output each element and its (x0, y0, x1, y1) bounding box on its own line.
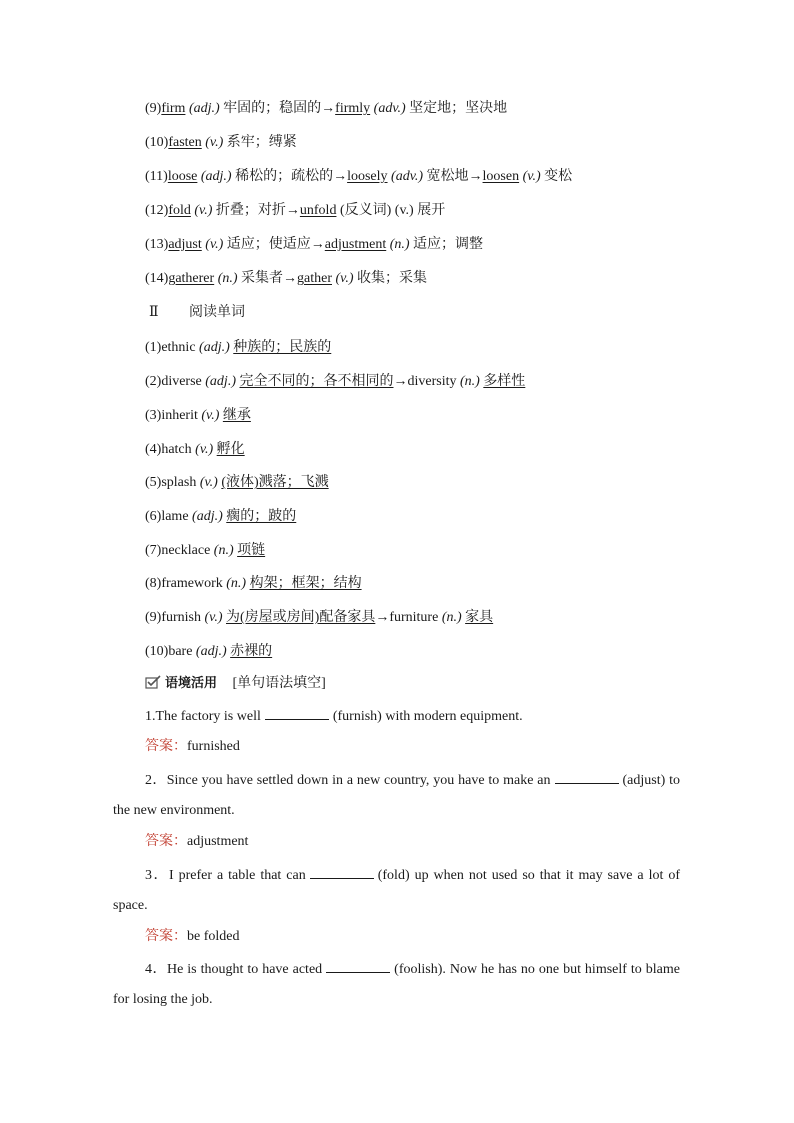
practice-heading (145, 675, 326, 693)
section-roman: Ⅱ (149, 305, 159, 320)
read-word-4: (4)hatch (v.) 孵化 (145, 442, 245, 457)
read-word-8: (8)framework (n.) 构架；框架；结构 (145, 576, 362, 591)
question-2: 2．Since you have settled down in a new country, you have to make an (adjust) to the new environment. (113, 773, 680, 818)
vocab-line-14: (14)gatherer (n.) 采集者→gather (v.) 收集；采集 (145, 271, 427, 286)
read-word-3: (3)inherit (v.) 继承 (145, 408, 251, 423)
section-title: 阅读单词 (189, 305, 245, 320)
vocab-line-12: (12)fold (v.) 折叠；对折→unfold (反义词) (v.) 展开 (145, 203, 446, 218)
vocab-line-11: (11)loose (adj.) 稀松的；疏松的→loosely (adv.) 宽松地→loosen (v.) 变松 (145, 169, 573, 184)
read-word-1: (1)ethnic (adj.) 种族的；民族的 (145, 340, 332, 355)
read-word-10: (10)bare (adj.) 赤裸的 (145, 644, 273, 659)
section-heading (145, 304, 245, 322)
answer-blank (310, 866, 374, 879)
read-word-2: (2)diverse (adj.) 完全不同的；各不相同的→diversity (n.) 多样性 (145, 374, 526, 389)
read-word-6: (6)lame (adj.) 瘸的；跛的 (145, 509, 297, 524)
answer-1: 答案：furnished (145, 739, 240, 754)
answer-blank (265, 707, 329, 720)
read-word-7: (7)necklace (n.) 项链 (145, 543, 266, 558)
answer-3: 答案：be folded (145, 929, 240, 944)
vocab-line-9: (9)firm (adj.) 牢固的；稳固的→firmly (adv.) 坚定地；坚决地 (145, 101, 508, 116)
answer-2: 答案：adjustment (145, 834, 249, 849)
answer-blank (555, 771, 619, 784)
read-word-5: (5)splash (v.) (液体)溅落；飞溅 (145, 475, 329, 490)
practice-label: 语境活用 (165, 676, 218, 691)
question-3: 3．I prefer a table that can (fold) up when not used so that it may save a lot of space. (113, 868, 681, 913)
checkmark-icon (145, 675, 161, 689)
read-word-9: (9)furnish (v.) 为(房屋或房间)配备家具→furniture (n.) 家具 (145, 610, 494, 625)
question-4: 4．He is thought to have acted (foolish). Now he has no one but himself to blame for losing the job. (113, 962, 680, 1007)
vocab-line-10: (10)fasten (v.) 系牢；缚紧 (145, 135, 297, 150)
vocab-line-13: (13)adjust (v.) 适应；使适应→adjustment (n.) 适应；调整 (145, 237, 484, 252)
question-1: 1.The factory is well (furnish) with modern equipment. (145, 709, 523, 724)
practice-sub: [单句语法填空] (232, 676, 326, 691)
answer-blank (326, 960, 390, 973)
